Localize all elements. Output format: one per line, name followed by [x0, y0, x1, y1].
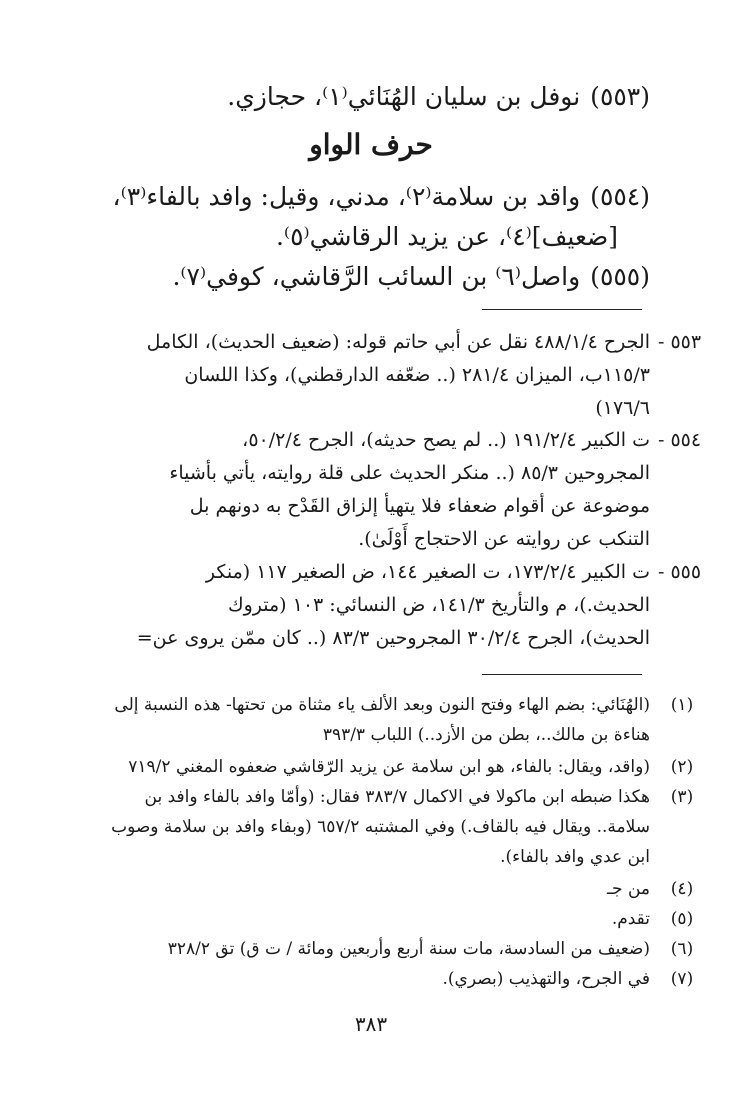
footnote-4 — [92, 874, 694, 904]
entry-text: واصل⁽٦⁾ بن السائب الرَّقاشي، كوفي⁽٧⁾. — [172, 262, 581, 291]
page-number: ٣٨٣ — [354, 1012, 388, 1036]
footnote-label: (٧) — [670, 969, 694, 989]
note-554 — [92, 424, 702, 556]
note-line: الجرح ٤٨٨/١/٤ نقل عن أبي حاتم قوله: (ضعيف الحديث)، الكامل — [146, 331, 650, 353]
note-line: موضوعة عن أقوام ضعفاء فلا يتهيأ إلزاق القَدْح به دونهم بل — [189, 495, 650, 517]
footnote-line: هناءة بن مالك..، بطن من الأزد..) اللباب ٣٩٣/٣ — [322, 725, 650, 745]
footnote-3 — [92, 782, 694, 872]
footnote-6 — [92, 934, 694, 964]
divider-footnotes — [482, 674, 642, 675]
note-label: ٥٥٣ - — [658, 331, 702, 353]
footnote-line: سلامة.. ويقال فيه بالقاف.) وفي المشتبه ٦٥٧/٢ (وبفاء وافد بن سلامة وصوب — [111, 817, 650, 837]
entry-text: [ضعيف]⁽٤⁾، عن يزيد الرقاشي⁽٥⁾. — [275, 222, 618, 251]
footnote-line: (واقد، ويقال: بالفاء، هو ابن سلامة عن يزيد الرّقاشي ضعفوه المغني ٧١٩/٢ — [128, 757, 650, 777]
footnote-label: (١) — [670, 695, 694, 715]
footnote-7 — [92, 964, 694, 994]
entry-554-continuation — [82, 216, 618, 258]
footnote-label: (٥) — [670, 909, 694, 929]
divider-top — [482, 309, 642, 310]
footnote-label: (٢) — [670, 757, 694, 777]
footnote-2 — [92, 752, 694, 782]
footnote-line: هكذا ضبطه ابن ماكولا في الاكمال ٣٨٣/٧ فقال: (وأمّا وافد بالفاء وافد بن — [144, 787, 650, 807]
entry-553 — [82, 76, 650, 118]
footnote-5 — [92, 904, 694, 934]
footnote-line: ابن عدي وافد بالفاء). — [500, 847, 650, 867]
footnote-line: تقدم. — [611, 909, 650, 929]
note-line: ١٧٦/٦) — [595, 397, 650, 419]
footnote-label: (٣) — [670, 787, 694, 807]
entry-number: (٥٥٤) — [590, 182, 650, 211]
note-label: ٥٥٥ - — [658, 561, 702, 583]
footnote-line: (ضعيف من السادسة، مات سنة أربع وأربعين ومائة / ت ق) تق ٣٢٨/٢ — [167, 939, 650, 959]
footnote-label: (٦) — [670, 939, 694, 959]
note-line: ت الكبير ١٧٣/٢/٤، ت الصغير ١٤٤، ض الصغير ١١٧ (منكر — [205, 561, 650, 583]
entry-555 — [82, 256, 650, 298]
note-line: ت الكبير ١٩١/٢/٤ (.. لم يصح حديثه)، الجرح ٥٠/٢/٤، — [242, 429, 650, 451]
footnote-line: في الجرح، والتهذيب (بصري). — [442, 969, 650, 989]
footnote-line: من جـ — [607, 879, 650, 899]
entry-number: (٥٥٣) — [590, 82, 650, 111]
note-line: الحديث.)، م والتأريخ ١٤١/٣، ض النسائي: ١٠٣ (متروك — [227, 594, 650, 616]
entry-554 — [82, 176, 650, 218]
note-label: ٥٥٤ - — [658, 429, 702, 451]
note-line: ١١٥/٣ب، الميزان ٢٨١/٤ (.. ضعّفه الدارقطني)، وكذا اللسان — [184, 364, 650, 386]
note-line: الحديث)، الجرح ٣٠/٢/٤ المجروحين ٨٣/٣ (.. كان ممّن يروى عن= — [136, 627, 650, 649]
note-553 — [92, 326, 702, 425]
note-line: التنكب عن روايته عن الاحتجاج أَوْلَىٰ). — [358, 528, 650, 550]
footnote-label: (٤) — [670, 879, 694, 899]
note-555 — [92, 556, 702, 655]
footnote-1 — [92, 690, 694, 750]
section-heading: حرف الواو — [309, 128, 433, 161]
entry-text: نوفل بن سليان الهُنَائي⁽١⁾، حجازي. — [227, 82, 581, 111]
note-line: المجروحين ٨٥/٣ (.. منكر الحديث على قلة روايته، يأتي بأشياء — [169, 462, 650, 484]
entry-text: واقد بن سلامة⁽٢⁾، مدني، وقيل: وافد بالفاء⁽٣⁾، — [112, 182, 581, 211]
entry-number: (٥٥٥) — [590, 262, 650, 291]
footnote-line: (الهُنَائي: بضم الهاء وفتح النون وبعد الألف ياء مثناة من تحتها- هذه النسبة إلى — [114, 695, 650, 715]
